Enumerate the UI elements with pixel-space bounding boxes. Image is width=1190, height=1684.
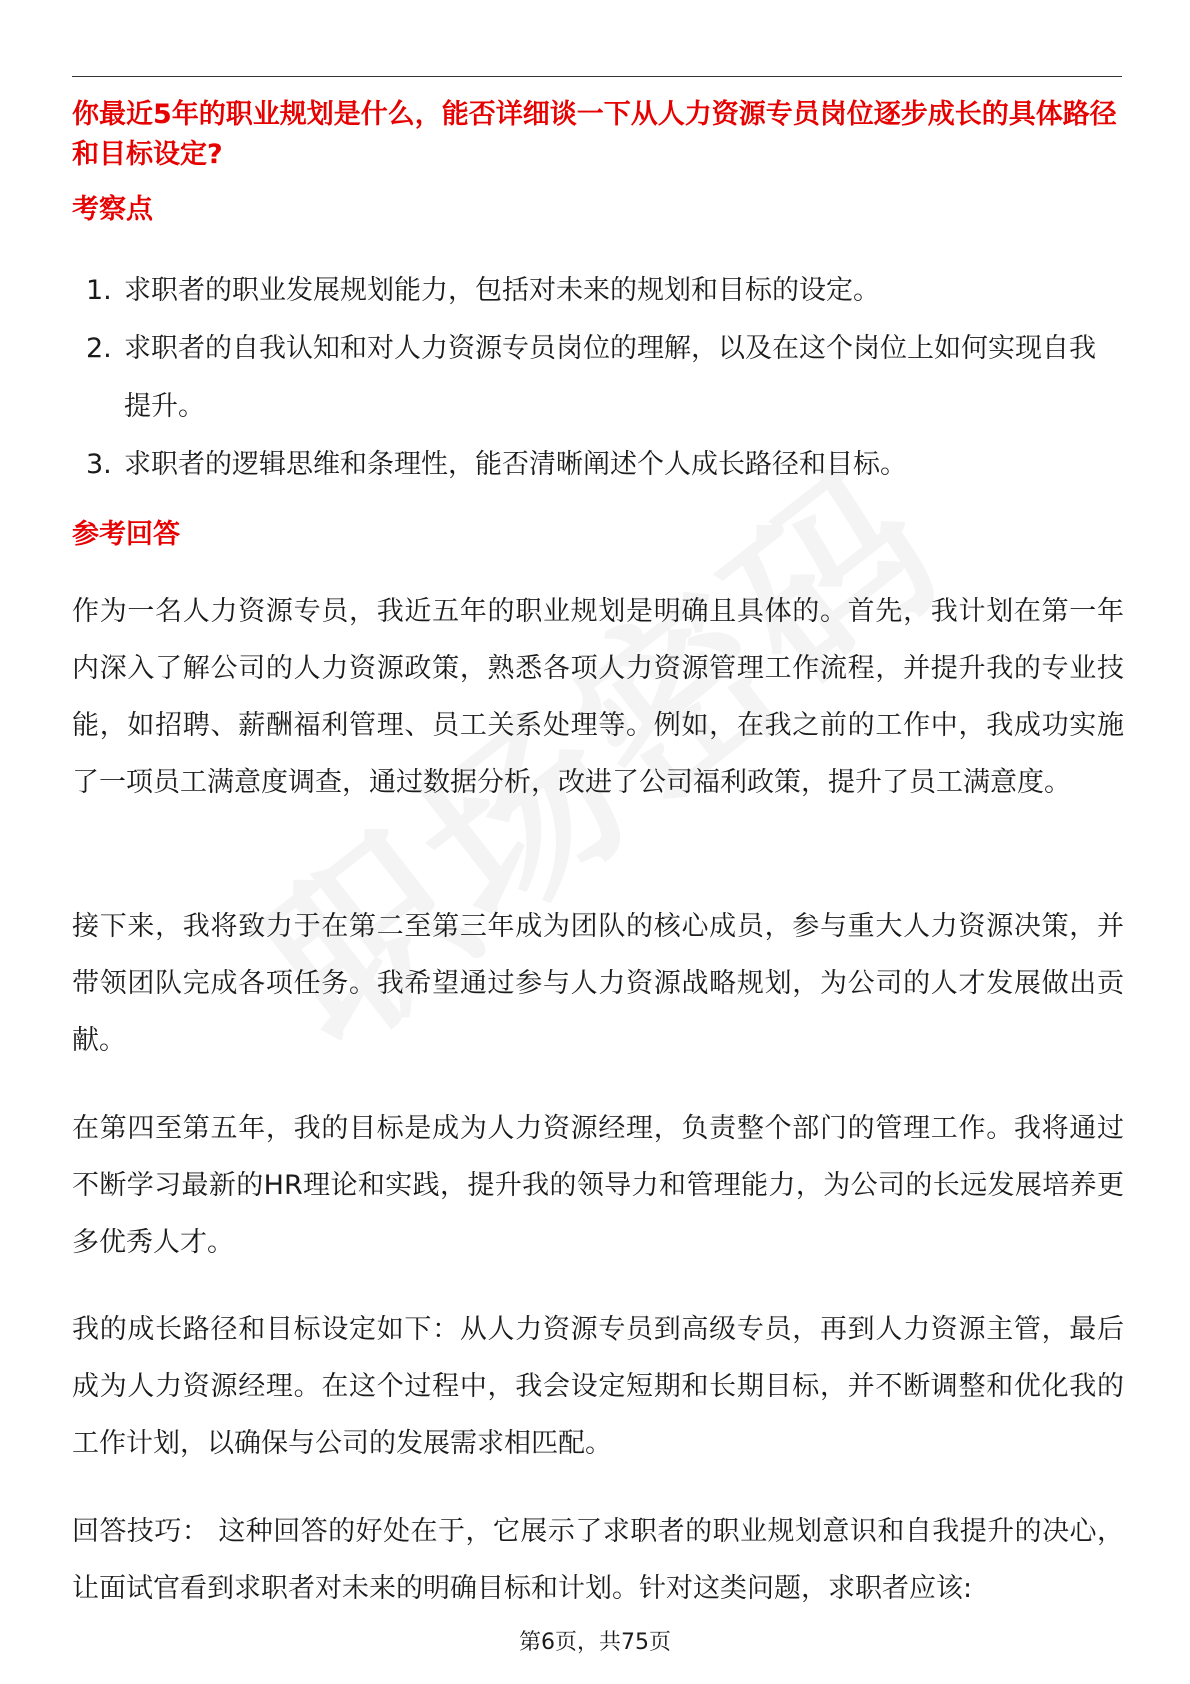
list-item-number: 3. [86, 449, 112, 480]
list-item [72, 436, 1122, 494]
list-item-number: 2. [86, 333, 112, 364]
points-heading: 考察点 [72, 194, 153, 225]
answer-paragraph: 作为一名人力资源专员，我近五年的职业规划是明确且具体的。首先，我计划在第一年内深入了解公司的人力资源政策，熟悉各项人力资源管理工作流程，并提升我的专业技能，如招聘、薪酬福利管理、员工关系处理等。例如，在我之前的工作中，我成功实施了一项员工满意度调查，通过数据分析，改进了公司福利政策，提升了员工满意度。 [72, 596, 1124, 798]
list-item-text: 求职者的逻辑思维和条理性，能否清晰阐述个人成长路径和目标。 [124, 449, 907, 480]
question-title: 你最近5年的职业规划是什么，能否详细谈一下从人力资源专员岗位逐步成长的具体路径和目标设定? [72, 99, 1117, 170]
list-item-text: 求职者的自我认知和对人力资源专员岗位的理解，以及在这个岗位上如何实现自我提升。 [124, 333, 1096, 422]
answer-paragraph: 我的成长路径和目标设定如下：从人力资源专员到高级专员，再到人力资源主管，最后成为人力资源经理。在这个过程中，我会设定短期和长期目标，并不断调整和优化我的工作计划，以确保与公司的发展需求相匹配。 [72, 1314, 1124, 1459]
top-divider [72, 76, 1122, 77]
answer-tips-paragraph: 回答技巧： 这种回答的好处在于，它展示了求职者的职业规划意识和自我提升的决心，让面试官看到求职者对未来的明确目标和计划。针对这类问题，求职者应该: [72, 1516, 1124, 1604]
list-item-number: 1. [86, 275, 112, 306]
list-item-text: 求职者的职业发展规划能力，包括对未来的规划和目标的设定。 [124, 275, 880, 306]
answer-heading: 参考回答 [72, 519, 180, 550]
page-footer: 第6页，共75页 [519, 1630, 671, 1655]
list-item [72, 320, 1122, 436]
points-list [72, 262, 1122, 494]
list-item [72, 262, 1122, 320]
answer-paragraph: 在第四至第五年，我的目标是成为人力资源经理，负责整个部门的管理工作。我将通过不断学习最新的HR理论和实践，提升我的领导力和管理能力，为公司的长远发展培养更多优秀人才。 [72, 1113, 1124, 1258]
answer-paragraph: 接下来，我将致力于在第二至第三年成为团队的核心成员，参与重大人力资源决策，并带领团队完成各项任务。我希望通过参与人力资源战略规划，为公司的人才发展做出贡献。 [72, 911, 1124, 1056]
